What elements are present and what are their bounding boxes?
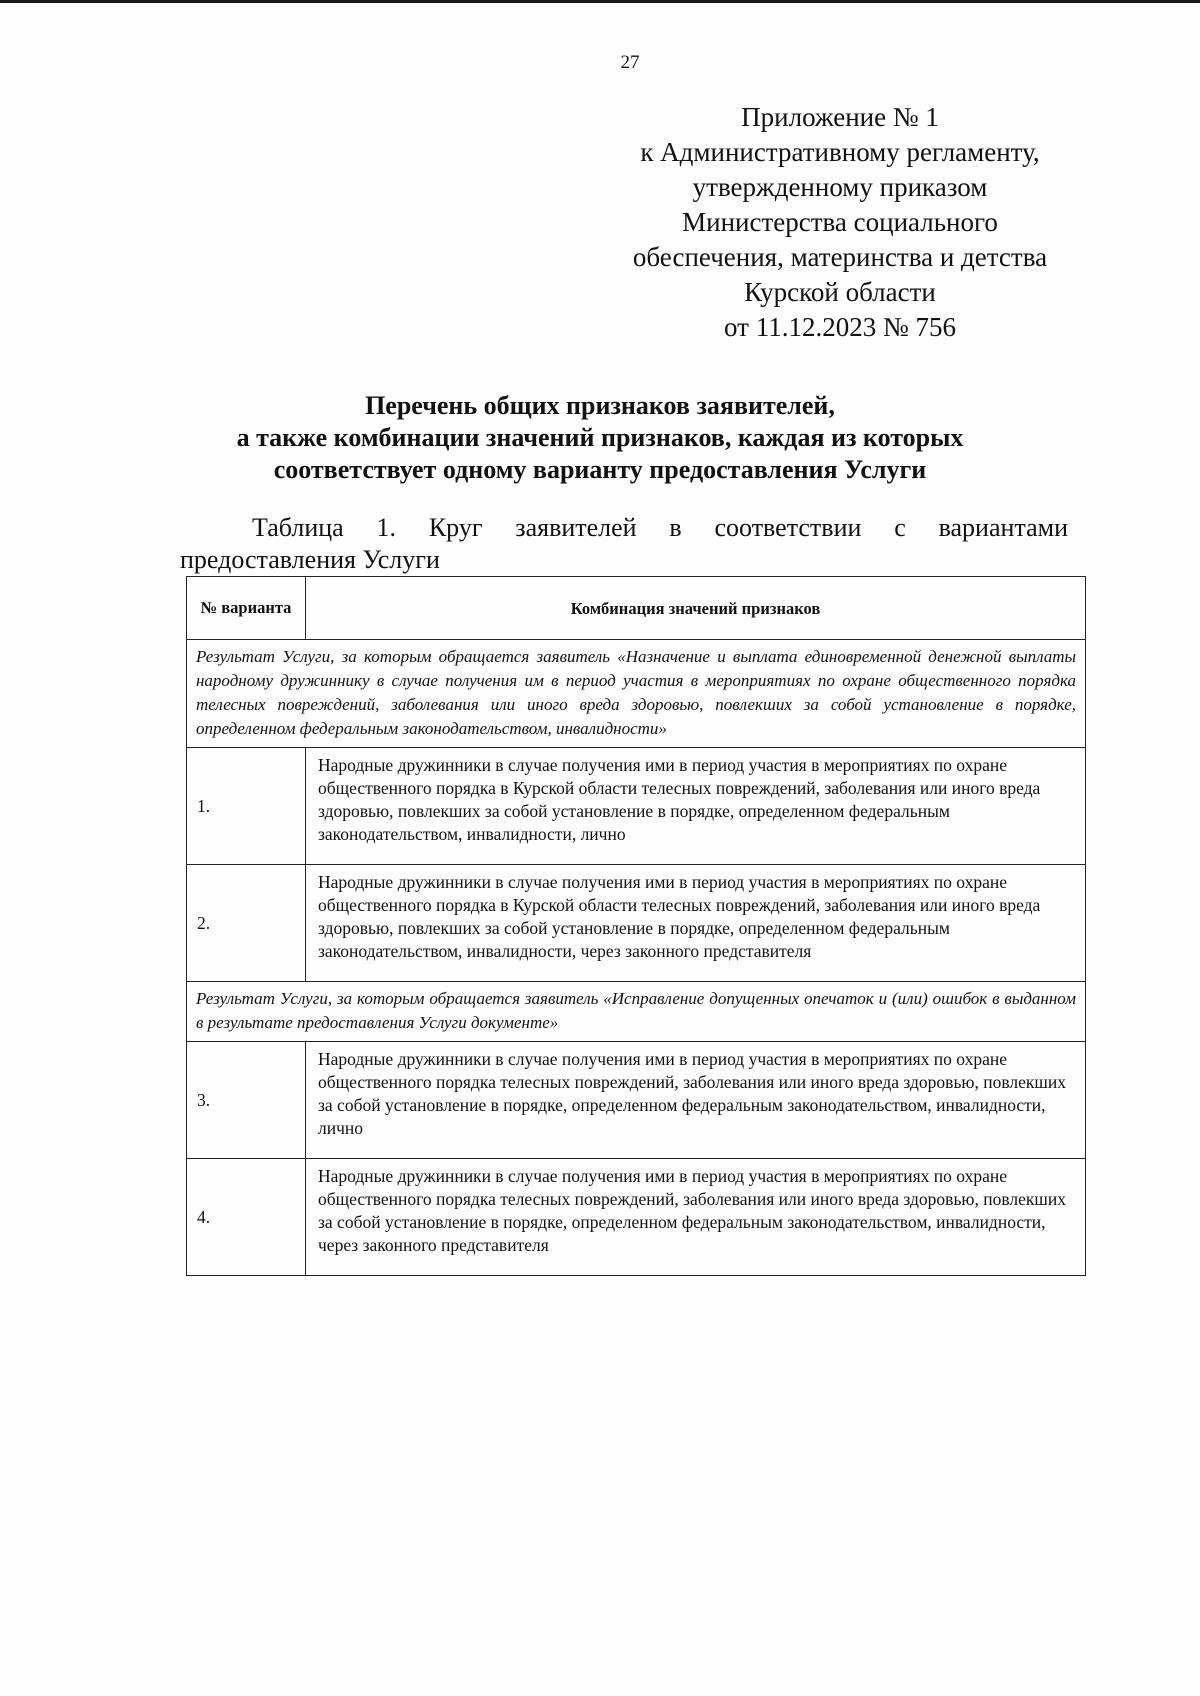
result-description: Результат Услуги, за которым обращается заявитель «Назначение и выплата единовременной денежной выплаты народному дружиннику в случае получения им в период участия в мероприятиях по охране общественного порядка телесных повреждений, заболевания или иного вреда здоровью, повлекших за собой установление в порядке, определенном федеральным законодательством, инвалидности»	[187, 640, 1086, 748]
table-header-row	[187, 577, 1086, 640]
variant-number: 4.	[187, 1159, 306, 1276]
result-group-row	[187, 640, 1086, 748]
caption-line: Таблица 1. Круг заявителей в соответствии с вариантами	[252, 513, 1068, 542]
result-description: Результат Услуги, за которым обращается заявитель «Исправление допущенных опечаток и (или) ошибок в выданном в результате предоставления Услуги документе»	[187, 982, 1086, 1042]
header-variant-number: № варианта	[187, 577, 306, 640]
variant-description: Народные дружинники в случае получения ими в период участия в мероприятиях по охране общественного порядка в Курской области телесных повреждений, заболевания или иного вреда здоровью, повлекших за собой установление в порядке, определенном федеральным законодательством, инвалидности, через законного представителя	[306, 865, 1086, 982]
variant-number: 1.	[187, 748, 306, 865]
table-row	[187, 1159, 1086, 1276]
appendix-line: Приложение № 1	[741, 102, 939, 132]
appendix-line: Министерства социального	[682, 207, 998, 237]
appendix-line: к Административному регламенту,	[640, 137, 1040, 167]
header-combination: Комбинация значений признаков	[306, 577, 1086, 640]
appendix-line: обеспечения, материнства и детства	[632, 242, 1048, 272]
title-line: Перечень общих признаков заявителей,	[365, 391, 835, 420]
caption-line: предоставления Услуги	[180, 545, 440, 574]
document-title	[150, 390, 1050, 486]
top-border-line	[0, 0, 1200, 3]
table-row	[187, 748, 1086, 865]
variant-description: Народные дружинники в случае получения ими в период участия в мероприятиях по охране общественного порядка телесных повреждений, заболевания или иного вреда здоровью, повлекших за собой установление в порядке, определенном федеральным законодательством, инвалидности, лично	[306, 1042, 1086, 1159]
appendix-line: Курской области	[744, 277, 936, 307]
variants-table	[186, 576, 1086, 1276]
appendix-block	[600, 100, 1080, 345]
title-line: соответствует одному варианту предоставления Услуги	[273, 455, 927, 484]
table-row	[187, 865, 1086, 982]
variant-description: Народные дружинники в случае получения ими в период участия в мероприятиях по охране общественного порядка телесных повреждений, заболевания или иного вреда здоровью, повлекших за собой установление в порядке, определенном федеральным законодательством, инвалидности, через законного представителя	[306, 1159, 1086, 1276]
variant-number: 2.	[187, 865, 306, 982]
table-caption	[180, 512, 1068, 576]
result-group-row	[187, 982, 1086, 1042]
variant-number: 3.	[187, 1042, 306, 1159]
title-line: а также комбинации значений признаков, каждая из которых	[236, 423, 964, 452]
variant-description: Народные дружинники в случае получения ими в период участия в мероприятиях по охране общественного порядка в Курской области телесных повреждений, заболевания или иного вреда здоровью, повлекших за собой установление в порядке, определенном федеральным законодательством, инвалидности, лично	[306, 748, 1086, 865]
appendix-line: утвержденному приказом	[692, 172, 988, 202]
page-number: 27	[620, 52, 640, 73]
appendix-line: от 11.12.2023 № 756	[724, 312, 956, 342]
table-row	[187, 1042, 1086, 1159]
